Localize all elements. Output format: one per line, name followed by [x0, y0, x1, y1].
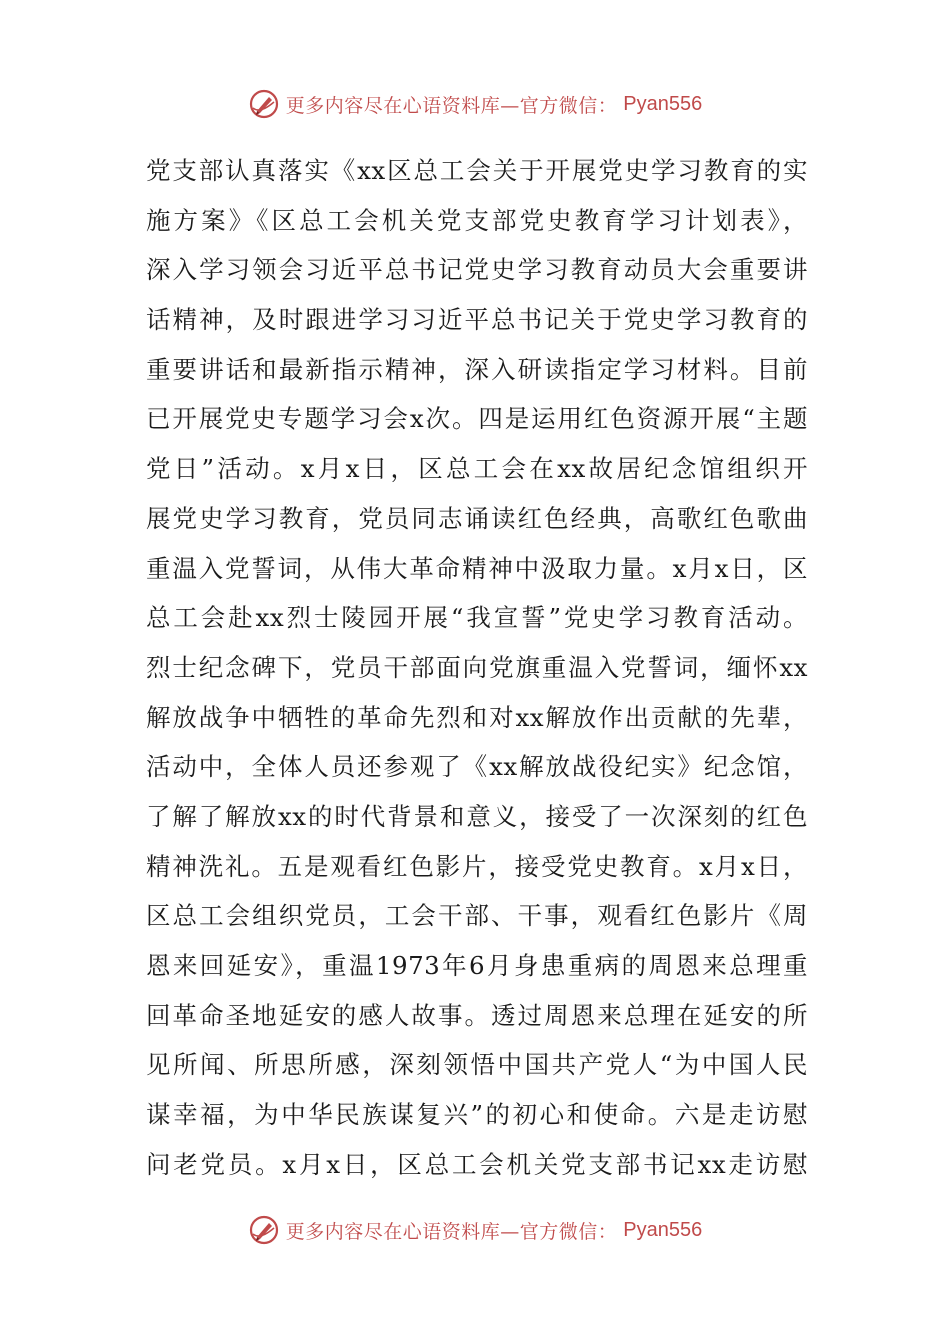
header-watermark	[0, 84, 950, 124]
pen-logo-icon	[248, 1214, 280, 1246]
text-line: 重要讲话和最新指示精神，深入研读指定学习材料。目前	[146, 354, 808, 384]
text-line: 回革命圣地延安的感人故事。透过周恩来总理在延安的所	[146, 1000, 808, 1030]
text-line: 深入学习领会习近平总书记党史学习教育动员大会重要讲	[146, 255, 808, 285]
pen-logo-icon	[248, 88, 280, 120]
text-line: 展党史学习教育，党员同志诵读红色经典，高歌红色歌曲	[146, 503, 808, 533]
text-line: 恩来回延安》，重温1973年6月身患重病的周恩来总理重	[146, 951, 808, 980]
watermark-wechat-id: Pyan556	[623, 92, 703, 115]
footer-watermark	[0, 1210, 950, 1250]
text-line: 话精神，及时跟进学习习近平总书记关于党史学习教育的	[146, 305, 808, 335]
watermark-text: 更多内容尽在心语资料库—官方微信：	[285, 1220, 618, 1243]
text-line: 见所闻、所思所感，深刻领悟中国共产党人“为中国人民	[146, 1050, 808, 1080]
text-line: 烈士纪念碑下，党员干部面向党旗重温入党誓词，缅怀xx	[146, 652, 808, 682]
text-line: 问老党员。x月x日，区总工会机关党支部书记xx走访慰	[146, 1149, 808, 1179]
watermark-text: 更多内容尽在心语资料库—官方微信：	[285, 94, 618, 117]
text-line: 精神洗礼。五是观看红色影片，接受党史教育。x月x日，	[146, 851, 808, 881]
text-line: 活动中，全体人员还参观了《xx解放战役纪实》纪念馆，	[146, 752, 808, 782]
text-line: 已开展党史专题学习会x次。四是运用红色资源开展“主题	[146, 404, 808, 434]
text-line: 区总工会组织党员，工会干部、干事，观看红色影片《周	[146, 901, 808, 931]
text-line: 解放战争中牺牲的革命先烈和对xx解放作出贡献的先辈，	[146, 702, 808, 732]
text-line: 了解了解放xx的时代背景和意义，接受了一次深刻的红色	[146, 801, 808, 831]
text-line: 谋幸福，为中华民族谋复兴”的初心和使命。六是走访慰	[146, 1100, 808, 1130]
text-line: 重温入党誓词，从伟大革命精神中汲取力量。x月x日，区	[146, 553, 808, 583]
text-line: 党日”活动。x月x日，区总工会在xx故居纪念馆组织开	[146, 454, 808, 484]
text-line: 总工会赴xx烈士陵园开展“我宣誓”党史学习教育活动。	[146, 603, 808, 633]
watermark-wechat-id: Pyan556	[623, 1218, 703, 1241]
text-line: 施方案》《区总工会机关党支部党史教育学习计划表》，	[146, 205, 808, 235]
document-body	[146, 146, 808, 1189]
text-line: 党支部认真落实《xx区总工会关于开展党史学习教育的实	[146, 156, 808, 185]
